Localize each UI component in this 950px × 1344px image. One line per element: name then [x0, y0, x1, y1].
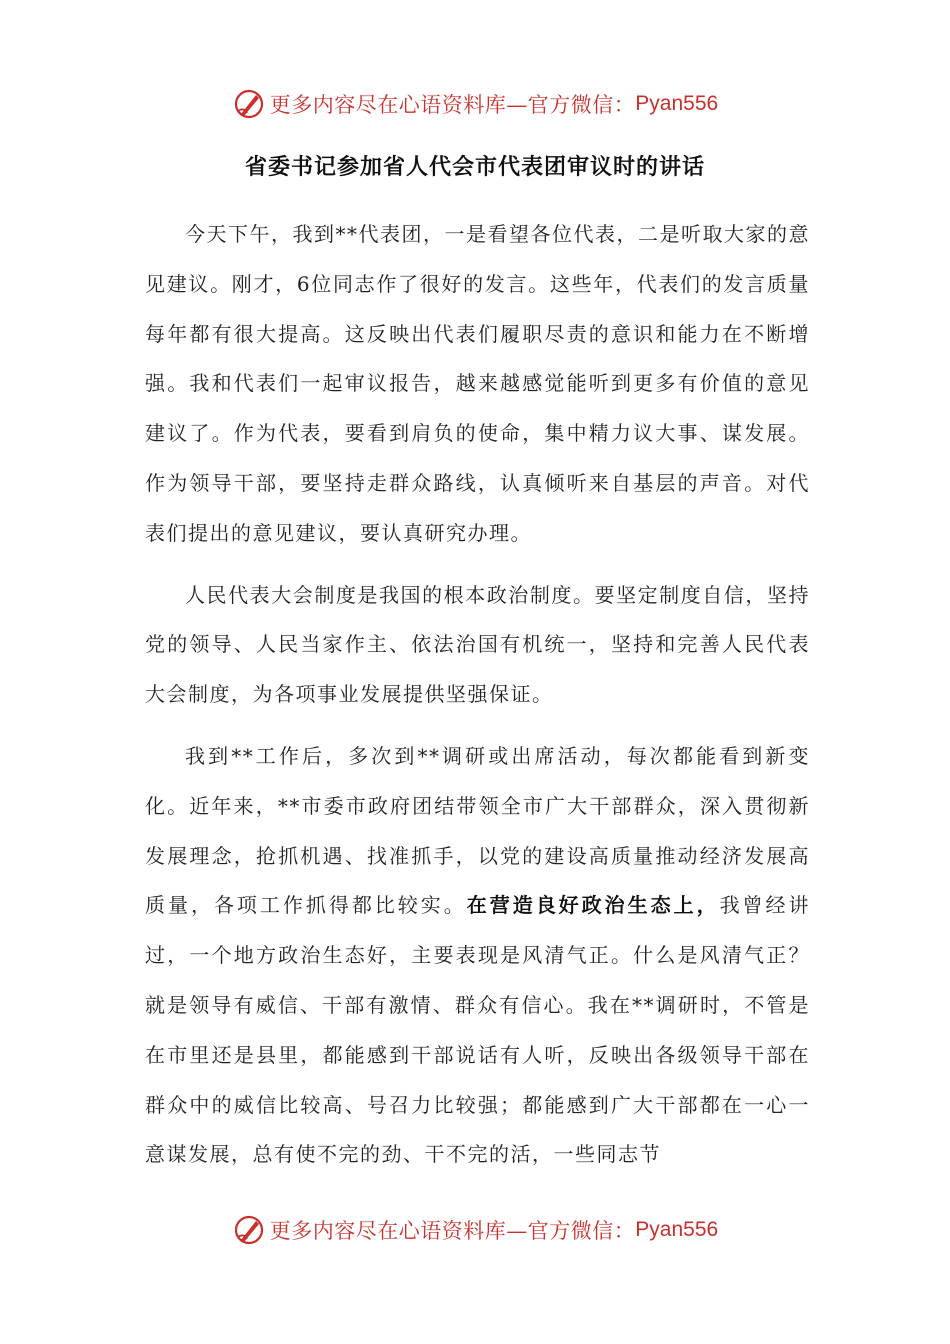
watermark-banner-bottom — [0, 1210, 950, 1250]
paragraph-3-rest: 我曾经讲过，一个地方政治生态好，主要表现是风清气正。什么是风清气正？就是领导有威信、干部有激情、群众有信心。我在**调研时，不管是在市里还是县里，都能感到干部说话有人听，反映出各级领导干部在群众中的威信比较高、号召力比较强；都能感到广大干部都在一心一意谋发展，总有使不完的劲、干不完的活，一些同志节 — [145, 893, 811, 1167]
paragraph-3 — [145, 732, 810, 1180]
watermark-banner-top — [0, 84, 950, 124]
document-body — [145, 210, 810, 1192]
watermark-site-text: 更多内容尽在心语资料库—官方微信： — [269, 1219, 636, 1243]
paragraph-1: 今天下午，我到**代表团，一是看望各位代表，二是听取大家的意见建议。刚才，6位同志作了很好的发言。这些年，代表们的发言质量每年都有很大提高。这反映出代表们履职尽责的意识和能力在不断增强。我和代表们一起审议报告，越来越感觉能听到更多有价值的意见建议了。作为代表，要看到肩负的使命，集中精力议大事、谋发展。作为领导干部，要坚持走群众路线，认真倾听来自基层的声音。对代表们提出的意见建议，要认真研究办理。 — [145, 222, 810, 545]
quill-pen-logo-icon — [232, 87, 266, 121]
watermark-account: Pyan556 — [635, 1218, 719, 1241]
quill-pen-logo-icon — [232, 1213, 266, 1247]
watermark-site-text: 更多内容尽在心语资料库—官方微信： — [269, 93, 636, 117]
paragraph-3-emphasis: 在营造良好政治生态上， — [466, 893, 720, 918]
paragraph-2: 人民代表大会制度是我国的根本政治制度。要坚定制度自信，坚持党的领导、人民当家作主、依法治国有机统一，坚持和完善人民代表大会制度，为各项事业发展提供坚强保证。 — [145, 582, 810, 707]
document-title: 省委书记参加省人代会市代表团审议时的讲话 — [244, 154, 705, 180]
watermark-account: Pyan556 — [635, 92, 719, 115]
paragraph-3-lead: 我到**工作后，多次到**调研或出席活动，每次都能看到新变化。近年来，**市委市政府团结带领全市广大干部群众，深入贯彻新发展理念，抢抓机遇、找准抓手，以党的建设高质量推动经济发展高质量，各项工作抓得都比较实。 — [145, 743, 810, 918]
